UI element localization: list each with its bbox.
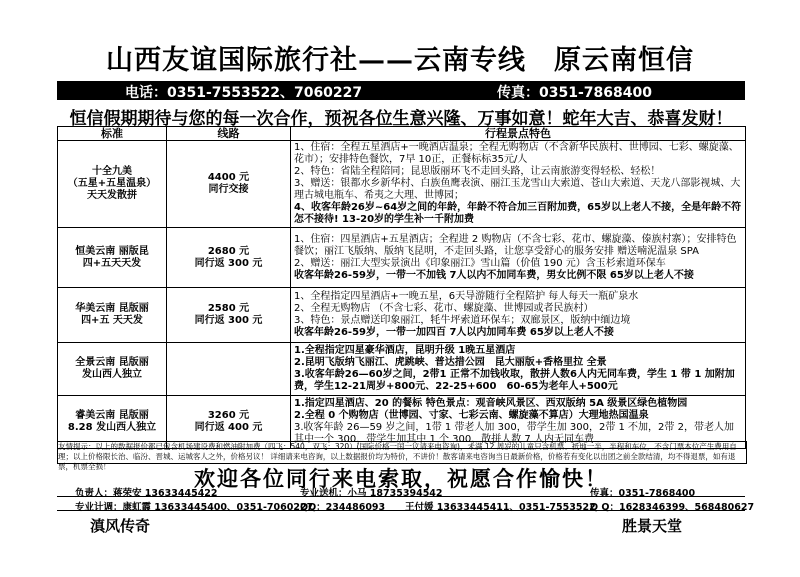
route-name-line: 睿美云南 昆版丽: [75, 410, 149, 421]
feature-line: 收客年龄26-59岁，一带一加四百 7人以内加同车费 65岁以上老人不接: [294, 327, 614, 338]
feature-line: 1.全程指定四星豪华酒店，昆明升级 1晚五星酒店: [294, 345, 516, 356]
table-row: [58, 288, 746, 343]
feature-line: 收客年龄26-59岁，一带一不加钱 7人以内不加同车费，男女比例不限 65岁以上老人不接: [294, 269, 694, 281]
route-name-line: 天天发散拼: [87, 190, 137, 201]
route-name-line: 发山西人独立: [82, 369, 142, 380]
price-value: 2580 元: [207, 303, 250, 314]
route-features: [291, 141, 746, 228]
price-value: 3260 元: [207, 410, 250, 421]
price-note: 同行返 300 元: [194, 257, 263, 269]
feature-line: 1、住宿：全程五星酒店+一晚酒店温泉；全程无购物店（不含新华民族村、世博园、七彩、螺旋藻、花市）；安排特色餐饮，7早 10正，正餐标标35元/人: [294, 142, 739, 165]
price-note: 同行返 400 元: [194, 422, 263, 433]
fax-text: 传真：0351-7868400: [497, 85, 652, 101]
contact-fax: 传真：0351-7868400: [590, 488, 696, 499]
feature-line: 1、住宿：四星酒店+五星酒店；全程进 2 购物店（不含七彩、花市、螺旋藻、傣族村寨）；安排特色餐饮；丽江飞版纳、版纳飞昆明，不走回头路，让您享受舒心的服务安排 赠送喃泥温泉 SPA: [294, 233, 737, 257]
price-value: 2680 元: [207, 245, 250, 257]
feature-line: 1.指定四星酒店、20 的餐标 特色景点：观音峡风景区、西双版纳 5A 级景区绿色植物园: [294, 398, 688, 409]
header-standard: 标准: [58, 127, 167, 141]
contact-salesman: 专业送机：小马 18735394542: [300, 488, 443, 499]
slogan: 恒信假期期待与您的每一次合作，预祝各位生意兴隆、万事如意！蛇年大吉、恭喜发财！: [69, 109, 733, 129]
table-header-row: [58, 127, 746, 141]
feature-line: 2.昆明飞版纳飞丽江、虎跳峡、普达措公园 昆大丽版+香格里拉 全景: [294, 357, 607, 368]
feature-line: 2、赠送：丽江大型实景演出《印象丽江》雪山篇（价值 190 元）含玉杉索道环保车: [294, 257, 666, 269]
table-row: [58, 141, 746, 228]
route-features: [291, 288, 746, 343]
contact-qq2: Q Q：1628346399、568480627: [590, 502, 755, 513]
phone-text: 电话：0351-7553522、7060227: [125, 85, 363, 101]
divider: [57, 496, 745, 497]
table-row: [58, 228, 746, 288]
route-name: [58, 228, 167, 288]
route-name-line: 8.28 发山西人独立: [67, 422, 157, 433]
route-name-line: 全景云南 昆版丽: [75, 357, 149, 368]
page-title: 山西友谊国际旅行社——云南专线 原云南恒信: [106, 45, 694, 76]
price-note: 同行返 300 元: [194, 315, 263, 326]
feature-line: 3、特色：景点赠送印象丽江，牦牛坪索道环保车；双廊景区，版纳中缅边境: [294, 315, 631, 326]
footer-right: 胜景天堂: [622, 517, 683, 535]
route-name: [58, 288, 167, 343]
route-price: [167, 228, 291, 288]
route-price: [167, 141, 291, 228]
contact-manager: 负责人：蒋荣安 13633445422: [75, 488, 218, 499]
route-name-line: 华美云南 昆版丽: [75, 303, 149, 314]
route-name: [58, 343, 167, 396]
price-value: 4400 元: [207, 172, 250, 183]
table-row: [58, 343, 746, 396]
route-table: [57, 126, 746, 449]
header-route: 线路: [167, 127, 291, 141]
contact-planner: 专业计调：康虹霞 13633445400、0351-7060227: [75, 502, 314, 513]
feature-line: 3.收客年龄26—60岁之间，2带1 正常不加钱收取，散拼人数6人内无同车费，学生 1 带 1 加附加费，学生12-21周岁+800元、22-25+600 60-65为老年人+500元: [294, 369, 735, 392]
route-name: [58, 141, 167, 228]
price-note: 同行交接: [208, 184, 249, 195]
route-name-line: 四+五 天天发: [81, 315, 143, 326]
header-features: 行程景点特色: [291, 127, 746, 141]
route-features: [291, 228, 746, 288]
feature-line: 3、赠送：银都水乡新华村、白族鱼鹰表演、丽江玉龙雪山大索道、苍山大索道、天龙八部影视城、大理古城电瓶车、希夷之大理、世博园；: [294, 178, 741, 201]
feature-line: 2、全程无购物店 （不含七彩、花市、螺旋藻、世博园或者民族村）: [294, 303, 594, 314]
route-name-line: 恒美云南 丽版昆: [75, 245, 149, 257]
contact-wang: 王付媛 13633445411、0351-7553522: [405, 502, 596, 513]
route-features: [291, 343, 746, 396]
footer-left: 滇风传奇: [90, 517, 151, 535]
feature-line: 2.全程 0 个购物店（世博园、寸家、七彩云南、螺旋藻不算店）大理地热国温泉: [294, 410, 649, 421]
feature-line: 3.收客年龄 26—59 岁之间，1带 1 带老人加 300，带学生加 300，2带 1 不加，2带 2，带老人加其中一个 300，带学生加其中 1 个 300，散拼人数 7 人内无同车费: [294, 422, 734, 445]
route-name-line: 十全九美: [92, 166, 132, 177]
divider: [57, 510, 745, 511]
contact-qq: QQ：234486093: [300, 502, 386, 513]
route-name-line: 四+五天天发: [82, 257, 142, 269]
feature-line: 4、收客年龄26岁~64岁之间的年龄，年龄不符合加三百附加费，65岁以上老人不接，全是年龄不符怎不接待! 13-20岁的学生补一千附加费: [294, 202, 742, 225]
feature-line: 1、全程指定四星酒店+一晚五星，6天导游随行全程陪护 每人每天一瓶矿泉水: [294, 291, 639, 302]
friendly-tip: 友情提示：以上的数据报价都已包含机场建设费和燃油附加费（四飞：540，双飞：320）(国际价格一国一议请来电咨询)，未满 12 周岁的儿童只含机票、抵地一半，半程和车位，不含门票本位产生费用自理；以上价格限长治、临汾、晋城、运城客人之外，价格另议！ 详细请来电咨询，以上数据报价均为特价，不讲价！散客请来电咨询当日最新价格，价格若有变化以出团之前全款结清，均不得退票，如有退票，机票全损！: [57, 441, 747, 464]
route-name-line: （五星+五星温泉）: [67, 178, 157, 189]
route-price: [167, 343, 291, 396]
phone-bar: [57, 81, 745, 100]
welcome-banner: 欢迎各位同行来电索取，祝愿合作愉快！: [194, 467, 608, 491]
feature-line: 2、特色：省陆全程陪同；昆思版丽环飞不走回头路，让云南旅游变得轻松、轻松！: [294, 166, 661, 177]
route-price: [167, 288, 291, 343]
